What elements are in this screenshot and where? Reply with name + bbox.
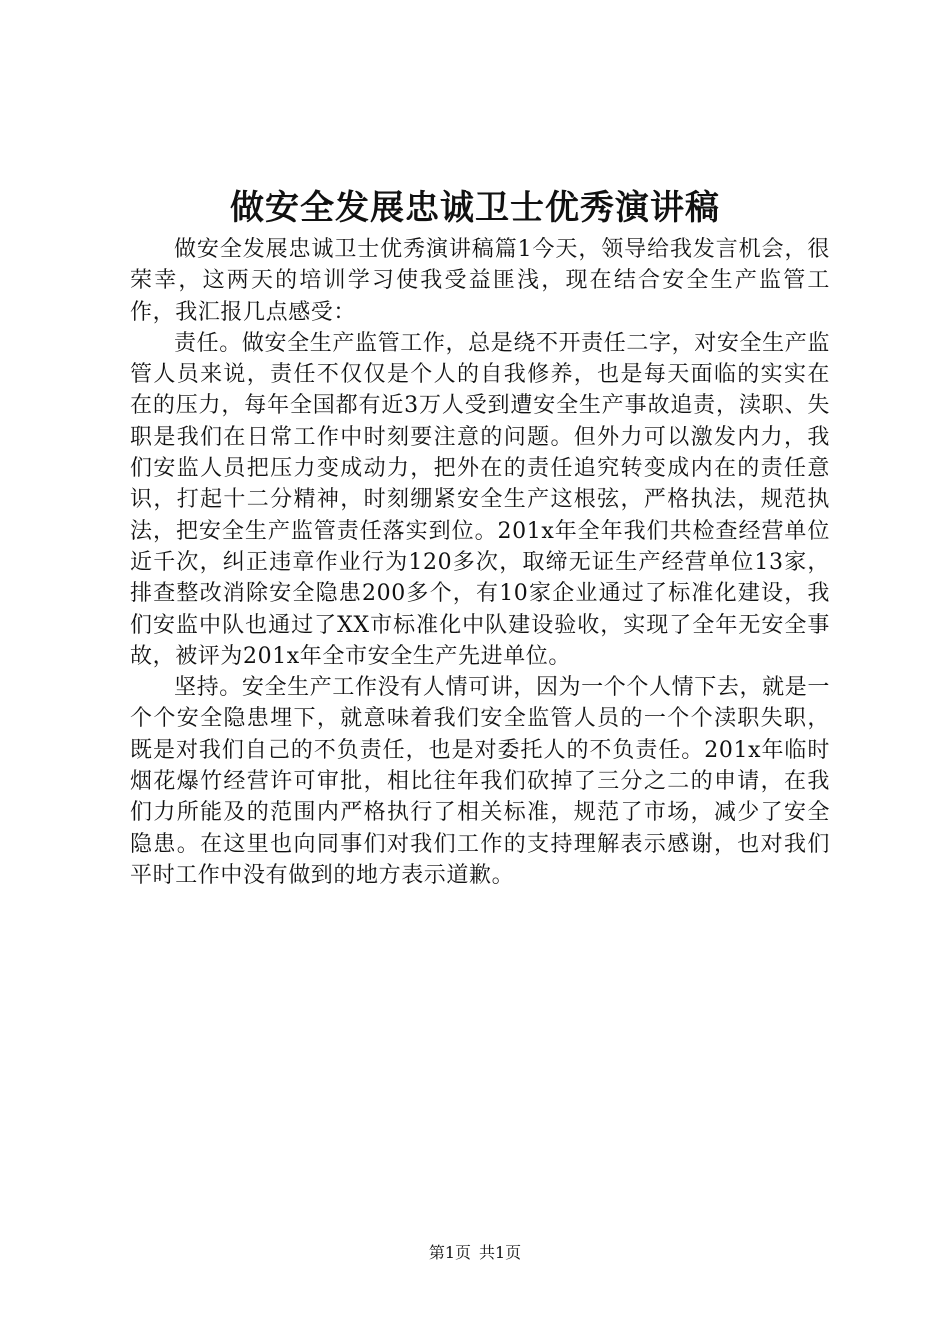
page-number-total: 共1页: [479, 1243, 522, 1262]
paragraph-intro: 做安全发展忠诚卫士优秀演讲稿篇1今天，领导给我发言机会，很荣幸，这两天的培训学习使我受益匪浅，现在结合安全生产监管工作，我汇报几点感受：: [130, 237, 830, 325]
page-footer: [0, 1242, 950, 1264]
paragraph-persistence: 坚持。安全生产工作没有人情可讲，因为一个个人情下去，就是一个个安全隐患埋下，就意味着我们安全监管人员的一个个渎职失职，既是对我们自己的不负责任，也是对委托人的不负责任。201x年临时烟花爆竹经营许可审批，相比往年我们砍掉了三分之二的申请，在我们力所能及的范围内严格执行了相关标准，规范了市场，减少了安全隐患。在这里也向同事们对我们工作的支持理解表示感谢，也对我们平时工作中没有做到的地方表示道歉。: [130, 675, 830, 888]
paragraph-responsibility: 责任。做安全生产监管工作，总是绕不开责任二字，对安全生产监管人员来说，责任不仅仅是个人的自我修养，也是每天面临的实实在在的压力，每年全国都有近3万人受到遭安全生产事故追责，渎职、失职是我们在日常工作中时刻要注意的问题。但外力可以激发内力，我们安监人员把压力变成动力，把外在的责任追究转变成内在的责任意识，打起十二分精神，时刻绷紧安全生产这根弦，严格执法，规范执法，把安全生产监管责任落实到位。201x年全年我们共检查经营单位近千次，纠正违章作业行为120多次，取缔无证生产经营单位13家，排查整改消除安全隐患200多个，有10家企业通过了标准化建设，我们安监中队也通过了XX市标准化中队建设验收，实现了全年无安全事故，被评为201x年全市安全生产先进单位。: [130, 330, 830, 669]
page-number-current: 第1页: [428, 1243, 471, 1262]
document-body: [130, 234, 830, 891]
document-title: 做安全发展忠诚卫士优秀演讲稿: [230, 188, 720, 228]
